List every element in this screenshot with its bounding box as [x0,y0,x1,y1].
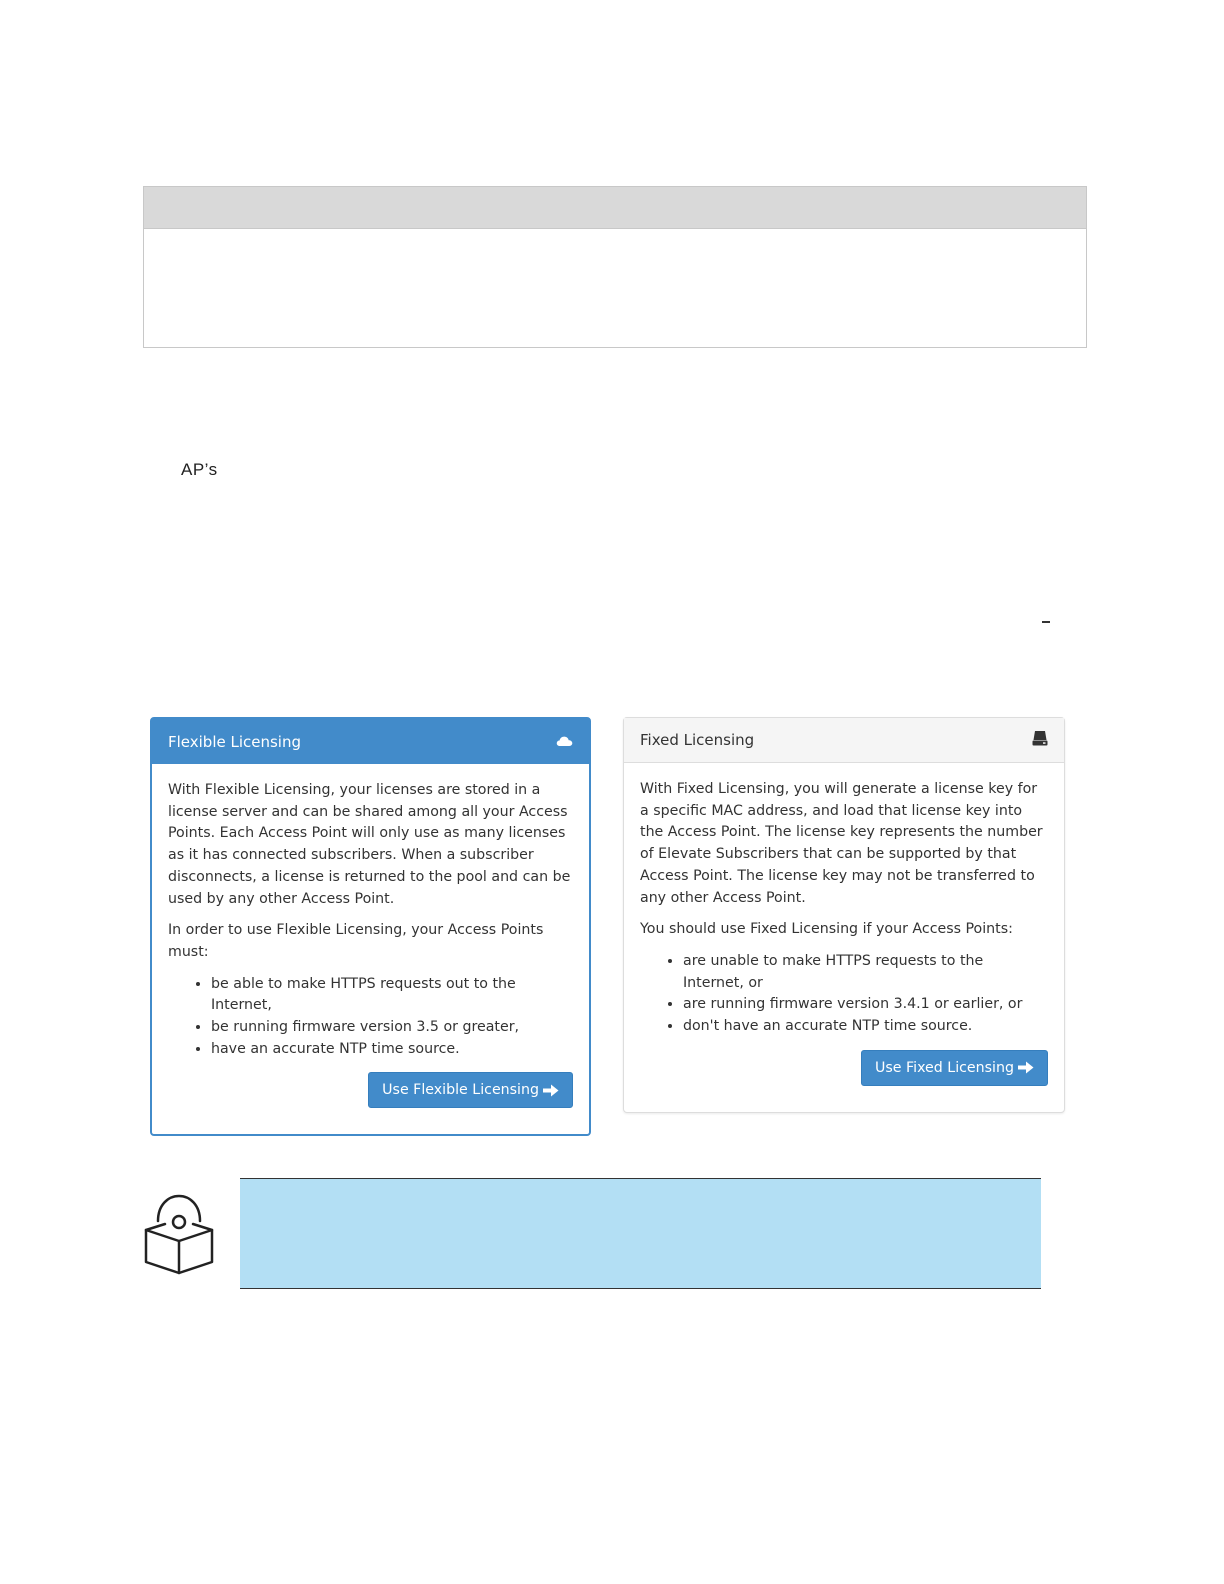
dash-mark [1042,621,1050,623]
use-flexible-licensing-label: Use Flexible Licensing [382,1082,539,1099]
note-box [240,1178,1041,1289]
info-table-header [144,187,1086,229]
list-item: • don't have an accurate NTP time source. [683,1016,1048,1038]
flexible-licensing-body [152,764,589,1108]
flexible-licensing-panel [150,717,591,1136]
flexible-requirements-list [168,974,573,1061]
use-fixed-licensing-button[interactable] [861,1050,1048,1086]
use-flexible-licensing-button[interactable] [368,1072,573,1108]
fixed-licensing-heading [624,718,1064,763]
aps-text: AP’s [181,460,218,479]
flexible-requirements-intro: In order to use Flexible Licensing, your Access Points must: [168,922,544,960]
fixed-licensing-title: Fixed Licensing [640,731,755,749]
list-item: • have an accurate NTP time source. [211,1039,573,1061]
arrow-right-icon [1018,1061,1034,1074]
flexible-licensing-heading [152,719,589,764]
cloud-icon [556,733,573,751]
flexible-licensing-title: Flexible Licensing [168,732,302,751]
fixed-description: With Fixed Licensing, you will generate a license key for a specific MAC address, and load that license key into the Access Point. The license key represents the number of Elevate Subscribers that can be supported by that Access Point. The license key may not be transferred to any other Access Point. [640,781,1043,906]
book-info-icon [143,1193,215,1277]
list-item: • are running firmware version 3.4.1 or earlier, or [683,994,1048,1016]
hard-drive-icon [1032,730,1048,750]
fixed-requirements-list [640,951,1048,1038]
fixed-requirements-intro: You should use Fixed Licensing if your Access Points: [640,921,1013,938]
list-item: • are unable to make HTTPS requests to the Internet, or [683,951,1048,994]
arrow-right-icon [543,1084,559,1097]
fixed-licensing-body [624,763,1064,1086]
list-item: • be able to make HTTPS requests out to the Internet, [211,974,573,1017]
fixed-licensing-panel [623,717,1065,1113]
info-table [143,186,1087,348]
flexible-description: With Flexible Licensing, your licenses are stored in a license server and can be shared among all your Access Points. Each Access Point will only use as many licenses as it has connected subscribers. When a subscriber disconnects, a license is returned to the pool and can be used by any other Access Point. [168,782,571,907]
use-fixed-licensing-label: Use Fixed Licensing [875,1059,1014,1076]
list-item: • be running firmware version 3.5 or greater, [211,1017,573,1039]
